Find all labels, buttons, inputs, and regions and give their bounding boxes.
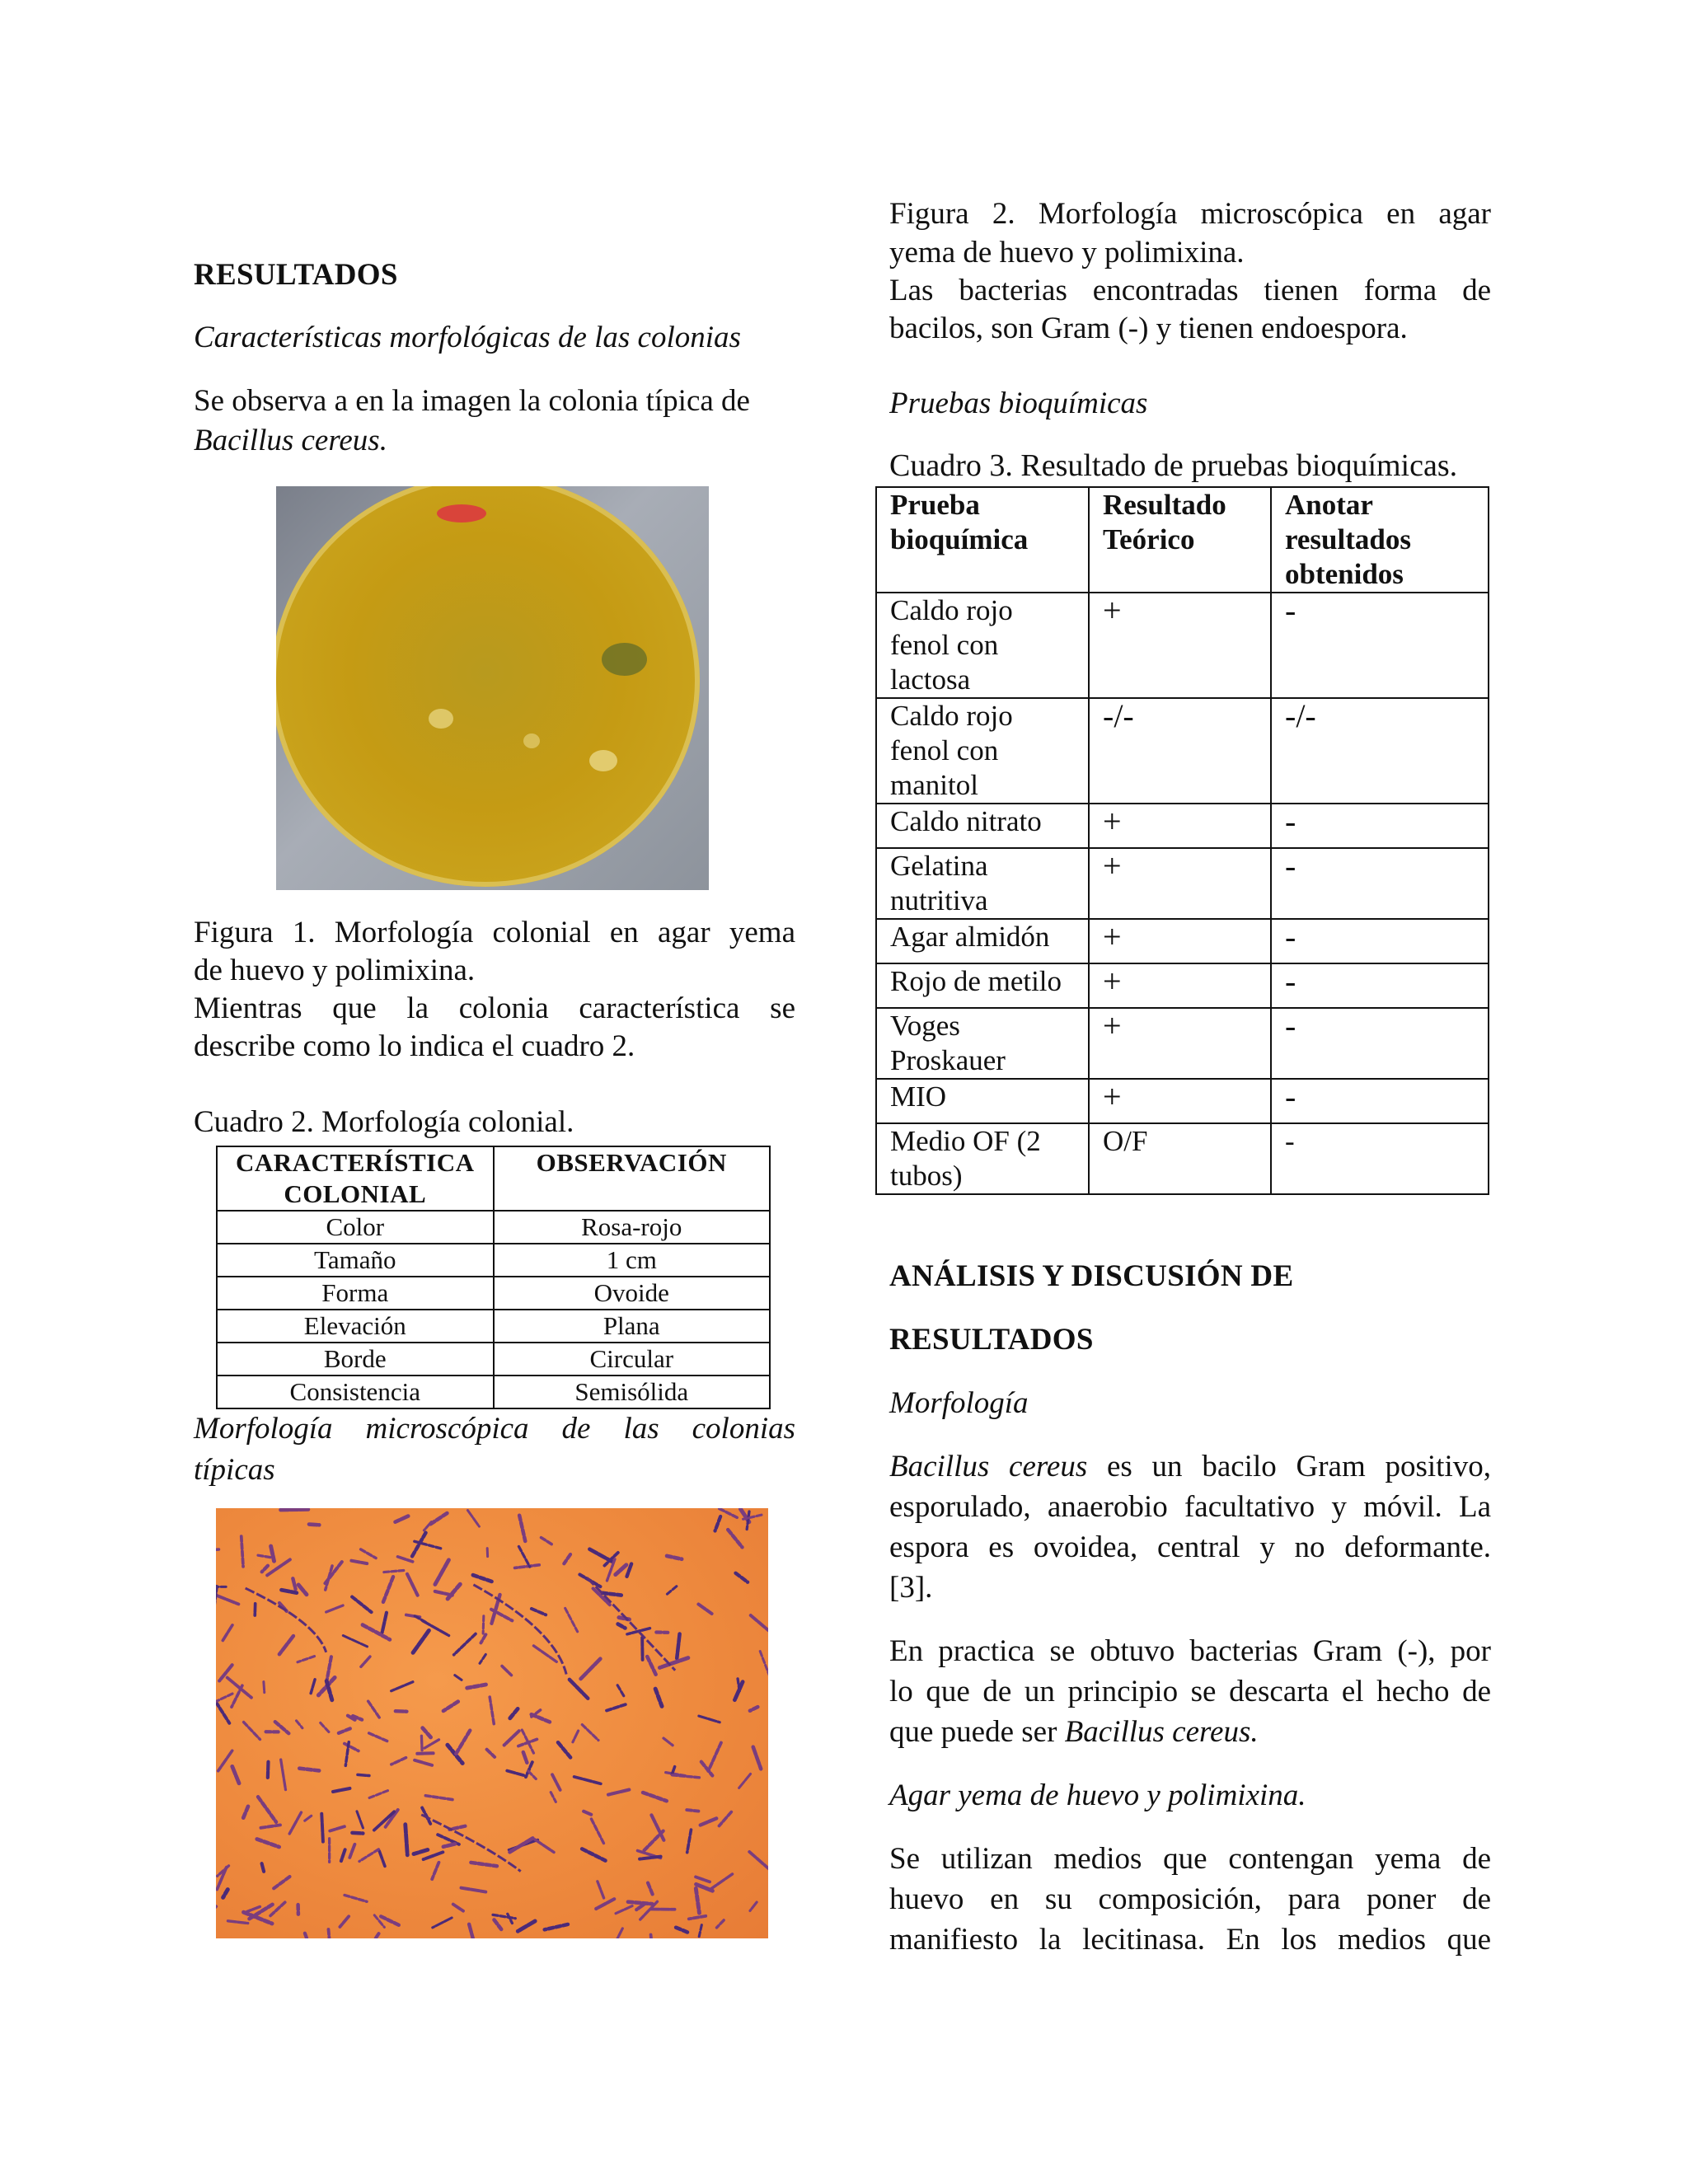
bacillus-rod: [443, 1702, 458, 1711]
bacillus-rod: [504, 1731, 519, 1745]
bacillus-rod: [608, 1790, 629, 1795]
colony-red-spot: [437, 504, 486, 523]
subheading-morfologia: Morfología: [889, 1386, 1029, 1420]
table-cell: Forma: [217, 1277, 494, 1310]
bacillus-rod: [532, 1609, 546, 1615]
bacillus-rod: [326, 1605, 343, 1612]
bacillus-rod: [455, 1731, 470, 1755]
table-cell: -: [1271, 1123, 1489, 1194]
table-header-caracteristica: CARACTERÍSTICA COLONIAL: [217, 1146, 494, 1211]
bacillus-rod: [708, 1743, 721, 1771]
colony-spot: [429, 709, 453, 729]
bacillus-rod: [369, 1791, 388, 1798]
bacillus-rod: [738, 1774, 751, 1788]
bacillus-rod: [343, 1636, 367, 1647]
agar-paragraph-line-2: huevo en su composición, para poner de: [889, 1882, 1491, 1916]
table-cell: -/-: [1089, 698, 1271, 804]
bacillus-rod: [365, 1933, 379, 1938]
table-row: [217, 1343, 770, 1376]
bacillus-rod: [341, 1849, 345, 1861]
bacillus-rod: [280, 1510, 308, 1511]
figure-1-caption-line-1: Figura 1. Morfología colonial en agar yema: [194, 916, 795, 949]
table-cell: +: [1089, 593, 1271, 698]
bacillus-chain: [587, 1577, 675, 1670]
bacillus-rod: [352, 1833, 363, 1834]
bacillus-rod: [518, 1546, 529, 1567]
bacillus-rod: [421, 1736, 422, 1750]
table-cell: -: [1271, 804, 1489, 848]
bacillus-rod: [383, 1571, 404, 1572]
bacillus-rod: [414, 1849, 428, 1854]
bacillus-rod: [565, 1608, 578, 1631]
table-header-row: [876, 487, 1489, 593]
bacillus-rod: [293, 1578, 295, 1589]
table-cell: Rojo de metilo: [876, 963, 1089, 1008]
table-row: [876, 1008, 1489, 1079]
table-cell: Ovoide: [494, 1277, 771, 1310]
bacillus-rod: [264, 1682, 265, 1693]
bacillus-rod: [359, 1849, 378, 1862]
bacillus-rod: [351, 1561, 367, 1563]
bacillus-rod: [435, 1591, 452, 1596]
figure-2-text-line-1: Las bacterias encontradas tienen forma de: [889, 274, 1491, 307]
table-cell: +: [1089, 963, 1271, 1008]
table-row: [217, 1211, 770, 1244]
bacillus-rod: [574, 1777, 601, 1783]
bacillus-rod: [715, 1516, 721, 1530]
table-row: [876, 1123, 1489, 1194]
bacillus-rod: [696, 1888, 699, 1913]
bacillus-rod: [720, 1509, 738, 1519]
bacillus-rod: [243, 1807, 248, 1818]
bacillus-rod: [425, 1796, 452, 1800]
bacillus-rod: [352, 1597, 371, 1613]
bacillus-rod: [337, 1728, 350, 1733]
bacillus-rod: [218, 1596, 238, 1604]
bacillus-rod: [528, 1771, 536, 1779]
bacillus-rod: [677, 1634, 679, 1659]
intro-line-1: Se observa a en la imagen la colonia típica de: [194, 384, 750, 418]
bacillus-rod: [448, 1584, 460, 1599]
agar-paragraph-line-1: Se utilizan medios que contengan yema de: [889, 1842, 1491, 1876]
bacillus-rod: [667, 1556, 682, 1559]
bacillus-rod: [663, 1738, 673, 1746]
table-cell: Plana: [494, 1310, 771, 1343]
bacillus-rod: [257, 1839, 279, 1847]
section-heading-resultados: RESULTADOS: [194, 258, 398, 292]
bacillus-rod: [328, 1929, 331, 1938]
bacillus-rod: [523, 1752, 528, 1763]
bacillus-rod: [648, 1883, 654, 1896]
figure-2-caption-line-1: Figura 2. Morfología microscópica en agar: [889, 197, 1491, 231]
bacillus-rod: [736, 1573, 748, 1582]
bacillus-rod: [455, 1675, 462, 1680]
table-cell: 1 cm: [494, 1244, 771, 1277]
figure-2-text-line-2: bacilos, son Gram (-) y tienen endoespora.: [889, 312, 1408, 345]
table-header-prueba: Prueba bioquímica: [876, 487, 1089, 593]
table-row: [876, 593, 1489, 698]
bacillus-rod: [262, 1566, 268, 1572]
practice-paragraph-line-3: [889, 1713, 1259, 1752]
bacillus-rod: [640, 1857, 661, 1859]
bacillus-rod: [369, 1733, 389, 1741]
bacillus-rod: [396, 1516, 409, 1522]
species-name: Bacillus cereus: [889, 1450, 1088, 1483]
table-cell: Agar almidón: [876, 919, 1089, 963]
bacillus-rod: [719, 1812, 731, 1826]
table-header-observacion: OBSERVACIÓN: [494, 1146, 771, 1211]
bacillus-rod: [467, 1511, 479, 1527]
table-cell: +: [1089, 1008, 1271, 1079]
bacillus-rod: [487, 1750, 495, 1757]
bacilli-rods: [216, 1508, 768, 1938]
bacillus-rod: [687, 1810, 698, 1811]
bacillus-rod: [298, 1585, 307, 1595]
bacillus-rod: [434, 1560, 448, 1586]
bacillus-rod: [349, 1844, 354, 1858]
bacillus-rod: [357, 1811, 363, 1828]
bacillus-rod: [698, 1605, 711, 1614]
table-cell: +: [1089, 919, 1271, 963]
petri-dish-image: [276, 486, 709, 890]
bacillus-rod: [321, 1814, 323, 1844]
table-row: [217, 1277, 770, 1310]
bacillus-rod: [628, 1902, 652, 1904]
table-row: [217, 1244, 770, 1277]
bacillus-rod: [279, 1636, 293, 1654]
table-row: [876, 963, 1489, 1008]
bacillus-rod: [570, 1680, 588, 1699]
bacillus-rod: [493, 1915, 515, 1918]
table-row: [876, 848, 1489, 919]
bacillus-rod: [443, 1844, 455, 1846]
bacillus-rod: [564, 1554, 570, 1563]
bacillus-rod: [223, 1625, 232, 1641]
bacillus-rod: [345, 1895, 367, 1901]
table-row: [876, 804, 1489, 848]
bacillus-rod: [606, 1704, 626, 1711]
table-cell: Semisólida: [494, 1376, 771, 1408]
bacillus-rod: [406, 1825, 408, 1855]
bacillus-rod: [753, 1747, 761, 1769]
bacillus-rod: [532, 1714, 551, 1722]
bacillus-rod: [667, 1586, 676, 1594]
bacillus-rod: [258, 1555, 270, 1557]
table-cell: +: [1089, 1079, 1271, 1123]
bacillus-rod: [647, 1657, 656, 1676]
bacillus-rod: [413, 1630, 429, 1652]
bacillus-rod: [616, 1906, 633, 1914]
table-cell: Borde: [217, 1343, 494, 1376]
bacillus-rod: [751, 1615, 768, 1630]
bacillus-rod: [232, 1766, 239, 1783]
bacillus-rod: [311, 1680, 315, 1694]
bacillus-rod: [676, 1928, 687, 1933]
figure-2-caption-line-2: yema de huevo y polimixina.: [889, 236, 1245, 269]
bacillus-rod: [382, 1577, 393, 1604]
bacillus-rod: [471, 1863, 496, 1866]
bacillus-rod: [750, 1707, 757, 1711]
bacillus-rod: [699, 1716, 720, 1722]
bacillus-rod: [281, 1760, 286, 1789]
bacillus-rod: [407, 1574, 418, 1596]
bacillus-rod: [696, 1884, 713, 1891]
paragraph-line-1: Mientras que la colonia característica se: [194, 991, 795, 1025]
colony-spot: [589, 750, 617, 771]
bacillus-rod: [518, 1921, 535, 1931]
table-3-title: Cuadro 3. Resultado de pruebas bioquímicas.: [889, 448, 1458, 483]
bacillus-rod: [392, 1758, 406, 1765]
section-heading-analisis-line-1: ANÁLISIS Y DISCUSIÓN DE: [889, 1259, 1294, 1293]
bacillus-rod: [655, 1689, 662, 1706]
bacillus-rod: [510, 1708, 518, 1718]
table-cell: Consistencia: [217, 1376, 494, 1408]
bacillus-rod: [326, 1657, 331, 1680]
table-cell: Voges Proskauer: [876, 1008, 1089, 1079]
bacillus-rod: [305, 1933, 312, 1938]
bacillus-rod: [244, 1722, 260, 1740]
bacillus-rod: [298, 1657, 314, 1662]
bacillus-rod: [268, 1762, 269, 1778]
practice-paragraph-line-2: lo que de un principio se descarta el hecho de: [889, 1675, 1491, 1708]
table-cell: -: [1271, 919, 1489, 963]
bacillus-rod: [216, 1702, 229, 1723]
bacillus-rod: [453, 1905, 463, 1911]
bacillus-rod: [415, 1760, 432, 1765]
table-colonial-morphology: [216, 1146, 771, 1409]
table-row: [876, 698, 1489, 804]
table-biochemical-tests: [875, 486, 1489, 1195]
bacillus-rod: [461, 1888, 485, 1892]
bacillus-rod: [258, 1797, 276, 1822]
bacillus-rod: [321, 1722, 330, 1732]
bacillus-rod: [333, 1788, 349, 1792]
table-cell: Caldo rojo fenol con lactosa: [876, 593, 1089, 698]
bacillus-rod: [545, 1924, 568, 1929]
subheading-pruebas-bioquimicas: Pruebas bioquímicas: [889, 387, 1148, 420]
bacillus-rod: [483, 1616, 484, 1633]
bacillus-rod: [696, 1877, 710, 1882]
bacillus-rod: [598, 1882, 604, 1898]
bacillus-rod: [689, 1916, 706, 1919]
bacillus-rod: [241, 1536, 243, 1567]
bacillus-rod: [747, 1511, 749, 1529]
bacillus-rod: [551, 1793, 556, 1802]
table-header-row: [217, 1146, 770, 1211]
species-name: Bacillus cereus.: [1064, 1715, 1259, 1749]
table-cell: Color: [217, 1211, 494, 1244]
morphology-paragraph-line-4: [3].: [889, 1571, 933, 1605]
bacillus-rod: [467, 1685, 486, 1688]
bacillus-rod: [580, 1659, 600, 1680]
table-cell: -: [1271, 593, 1489, 698]
table-cell: -: [1271, 1079, 1489, 1123]
table-cell: Rosa-rojo: [494, 1211, 771, 1244]
bacillus-rod: [289, 1812, 301, 1834]
bacillus-rod: [381, 1916, 401, 1926]
bacillus-rod: [297, 1721, 302, 1728]
bacillus-rod: [424, 1852, 443, 1859]
morphology-paragraph-line-2: esporulado, anaerobio facultativo y móvil. La: [889, 1490, 1491, 1524]
bacillus-rod: [515, 1565, 540, 1568]
bacillus-rod: [760, 1652, 768, 1680]
colony-dark-spot: [602, 643, 647, 676]
bacillus-rod: [379, 1851, 385, 1866]
bacillus-rod: [480, 1654, 485, 1663]
bacillus-rod: [216, 1586, 217, 1613]
subheading-agar-yema: Agar yema de huevo y polimixina.: [889, 1779, 1306, 1812]
bacillus-rod: [274, 1877, 289, 1888]
micro-heading-line-2: típicas: [194, 1453, 275, 1487]
text-span: que puede ser: [889, 1715, 1065, 1749]
bacillus-rod: [424, 1740, 438, 1748]
table-cell: Tamaño: [217, 1244, 494, 1277]
bacillus-rod: [701, 1818, 716, 1825]
bacillus-rod: [596, 1899, 614, 1909]
bacillus-rod: [582, 1849, 605, 1860]
bacillus-rod: [502, 1666, 511, 1675]
table-row: [876, 919, 1489, 963]
bacillus-rod: [432, 1863, 438, 1879]
bacillus-rod: [582, 1725, 598, 1741]
table-cell: Gelatina nutritiva: [876, 848, 1089, 919]
bacillus-rod: [340, 1916, 349, 1927]
micro-heading-line-1: Morfología microscópica de las colonias: [194, 1412, 795, 1446]
bacillus-rod: [591, 1819, 604, 1845]
bacillus-rod: [216, 1549, 218, 1551]
practice-paragraph-line-1: En practica se obtuvo bacterias Gram (-), por: [889, 1634, 1491, 1668]
bacillus-rod: [423, 1728, 432, 1739]
bacillus-rod: [361, 1549, 376, 1558]
bacillus-rod: [429, 1513, 447, 1526]
bacillus-rod: [709, 1874, 733, 1891]
bacillus-rod: [481, 1634, 485, 1643]
bacillus-rod: [382, 1613, 387, 1633]
bacillus-rod: [454, 1633, 476, 1654]
table-header-resultado-teorico: Resultado Teórico: [1089, 487, 1271, 593]
bacillus-rod: [507, 1771, 523, 1776]
bacillus-rod: [699, 1925, 701, 1937]
bacillus-rod: [558, 1742, 570, 1757]
bacillus-rod: [495, 1919, 502, 1929]
table-row: [217, 1310, 770, 1343]
bacillus-rod: [469, 1924, 476, 1938]
agar-paragraph-line-3: manifiesto la lecitinasa. En los medios que: [889, 1923, 1491, 1957]
bacillus-rod: [542, 1538, 554, 1545]
bacillus-rod: [584, 1811, 592, 1815]
bacillus-rod: [687, 1830, 692, 1853]
table-row: [876, 1079, 1489, 1123]
bacillus-rod: [643, 1793, 667, 1801]
bacillus-rod: [260, 1825, 280, 1827]
bacillus-rod: [728, 1530, 742, 1547]
bacillus-rod: [535, 1840, 554, 1852]
bacillus-rod: [749, 1852, 768, 1872]
bacillus-rod: [617, 1929, 622, 1938]
bacillus-rod: [227, 1921, 247, 1924]
table-header-resultados-obtenidos: Anotar resultados obtenidos: [1271, 487, 1489, 593]
table-row: [217, 1376, 770, 1408]
bacillus-rod: [616, 1565, 626, 1575]
table-cell: -/-: [1271, 698, 1489, 804]
bacillus-rod: [552, 1774, 560, 1790]
colony-spot: [523, 733, 540, 748]
bacillus-rod: [509, 1838, 532, 1852]
bacillus-rod: [618, 1624, 626, 1629]
table-cell: +: [1089, 804, 1271, 848]
bacillus-rod: [519, 1516, 525, 1541]
bacillus-rod: [673, 1775, 702, 1778]
bacillus-rod: [617, 1685, 624, 1697]
bacillus-rod: [223, 1890, 228, 1898]
bacillus-rod: [326, 1681, 332, 1703]
morphology-paragraph-line-1: [889, 1447, 1491, 1487]
subheading-caracteristicas: Características morfológicas de las colonias: [194, 321, 741, 354]
table-cell: -: [1271, 963, 1489, 1008]
bacillus-rod: [368, 1701, 380, 1718]
bacillus-rod: [330, 1826, 345, 1830]
bacillus-chain: [473, 1585, 566, 1675]
bacillus-rod: [218, 1750, 232, 1770]
text-span: es un bacilo Gram positivo,: [1087, 1450, 1491, 1483]
table-2-title: Cuadro 2. Morfología colonial.: [194, 1105, 574, 1139]
bacillus-rod: [299, 1769, 321, 1771]
table-cell: Caldo nitrato: [876, 804, 1089, 848]
table-cell: -: [1271, 848, 1489, 919]
table-cell: O/F: [1089, 1123, 1271, 1194]
bacillus-rod: [397, 1557, 412, 1562]
table-cell: MIO: [876, 1079, 1089, 1123]
table-cell: -: [1271, 1008, 1489, 1079]
bacillus-rod: [304, 1816, 311, 1821]
figure-1-caption-line-2: de huevo y polimixina.: [194, 954, 476, 987]
paragraph-line-2: describe como lo indica el cuadro 2.: [194, 1029, 635, 1063]
bacillus-rod: [309, 1525, 319, 1526]
bacillus-rod: [473, 1575, 494, 1582]
bacillus-rod: [589, 1549, 612, 1562]
bacillus-rod: [363, 1625, 390, 1640]
table-cell: Elevación: [217, 1310, 494, 1343]
bacillus-rod: [358, 1774, 369, 1775]
bacillus-rod: [573, 1731, 579, 1742]
bacillus-rod: [717, 1920, 724, 1928]
bacillus-rod: [247, 1907, 260, 1912]
bacillus-chain: [246, 1588, 326, 1652]
table-cell: Medio OF (2 tubos): [876, 1123, 1089, 1194]
morphology-paragraph-line-3: espora es ovoidea, central y no deformante.: [889, 1530, 1491, 1564]
bacillus-rod: [750, 1902, 757, 1910]
bacillus-rod: [490, 1697, 494, 1724]
table-cell: Caldo rojo fenol con manitol: [876, 698, 1089, 804]
bacillus-rod: [361, 1657, 370, 1666]
bacillus-rod: [433, 1918, 452, 1928]
section-heading-analisis-line-2: RESULTADOS: [889, 1323, 1094, 1357]
bacillus-rod: [267, 1559, 290, 1575]
intro-line-2: Bacillus cereus.: [194, 424, 387, 457]
bacillus-rod: [262, 1863, 265, 1873]
petri-dish-agar: [276, 486, 700, 887]
microscopy-image: [216, 1508, 768, 1938]
bacillus-rod: [271, 1546, 274, 1561]
table-cell: Circular: [494, 1343, 771, 1376]
table-cell: +: [1089, 848, 1271, 919]
bacillus-rod: [651, 1934, 652, 1938]
bacillus-rod: [392, 1682, 413, 1691]
